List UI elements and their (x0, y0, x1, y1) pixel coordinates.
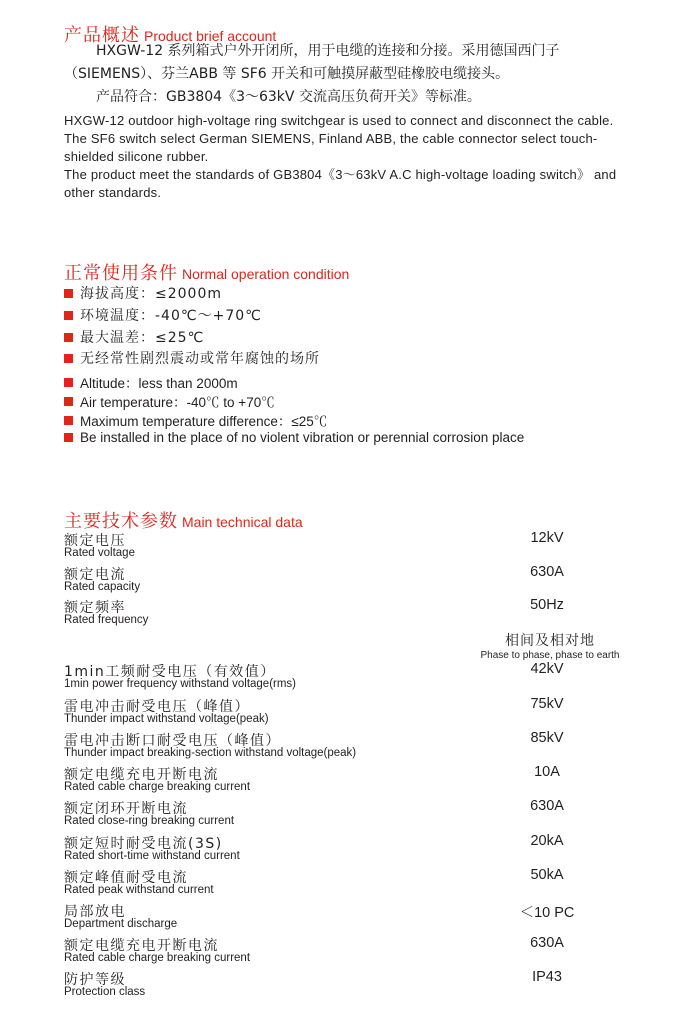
bullet-square-icon (64, 397, 73, 406)
brief-zh-text (64, 40, 624, 109)
title-en: Main technical data (182, 514, 303, 530)
condition-item: 环境温度：-40℃～+70℃ (64, 305, 262, 325)
spec-row (64, 696, 664, 730)
spec-value: 85kV (530, 730, 564, 746)
spec-name-zh: 额定电缆充电开断电流 (64, 767, 219, 783)
spec-name-en: Rated voltage (64, 547, 135, 559)
condition-item: 无经常性剧烈震动或常年腐蚀的场所 (64, 348, 320, 368)
condition-item: Maximum temperature difference：≤25℃ (64, 410, 327, 430)
title-zh: 主要技术参数 (64, 511, 178, 532)
spec-value: 630A (530, 564, 564, 580)
column-header (470, 630, 630, 661)
spec-name-en: Rated frequency (64, 614, 149, 626)
spec-value: 50Hz (530, 597, 564, 613)
spec-name-en: Thunder impact withstand voltage(peak) (64, 713, 269, 725)
spec-value: IP43 (532, 969, 562, 985)
brief-en-text (64, 112, 634, 202)
spec-value: 50kA (530, 867, 564, 883)
spec-name-en: Thunder impact breaking-section withstand voltage(peak) (64, 747, 357, 759)
spec-row (64, 935, 664, 969)
condition-item: Altitude：less than 2000m (64, 372, 238, 392)
spec-name-zh: 额定电压 (64, 533, 126, 549)
brief-zh-para-2: 产品符合：GB3804《3～63kV 交流高压负荷开关》等标准。 (96, 89, 481, 105)
bullet-square-icon (64, 354, 73, 363)
spec-value: 20kA (530, 833, 564, 849)
spec-name-zh: 额定电流 (64, 567, 126, 583)
spec-name-en: Rated peak withstand current (64, 884, 214, 896)
spec-value: 42kV (530, 661, 564, 677)
spec-row (64, 730, 664, 764)
spec-row (64, 798, 664, 832)
bullet-square-icon (64, 416, 73, 425)
condition-item: Air temperature：-40℃ to +70℃ (64, 391, 275, 411)
bullet-square-icon (64, 311, 73, 320)
bullet-square-icon (64, 378, 73, 387)
spec-value: 630A (530, 798, 564, 814)
spec-name-en: 1min power frequency withstand voltage(rms) (64, 678, 297, 690)
spec-name-zh: 额定频率 (64, 600, 126, 616)
bullet-square-icon (64, 289, 73, 298)
spec-row (64, 564, 664, 598)
condition-item: 最大温差：≤25℃ (64, 327, 204, 347)
title-en: Product brief account (144, 28, 277, 44)
section-title-normal-operation (64, 259, 349, 285)
spec-value: 630A (530, 935, 564, 951)
spec-name-en: Department discharge (64, 918, 178, 930)
title-en: Normal operation condition (182, 266, 350, 282)
spec-name-en: Rated capacity (64, 581, 141, 593)
spec-name-zh: 额定电缆充电开断电流 (64, 938, 219, 954)
spec-row (64, 901, 664, 935)
spec-value: 75kV (530, 696, 564, 712)
column-header-en: Phase to phase, phase to earth (480, 650, 620, 661)
spec-row (64, 969, 664, 1003)
spec-name-zh: 雷电冲击断口耐受电压（峰值） (64, 733, 281, 749)
spec-row (64, 833, 664, 867)
title-zh: 正常使用条件 (64, 263, 178, 284)
spec-name-zh: 额定闭环开断电流 (64, 801, 188, 817)
spec-name-zh: 防护等级 (64, 972, 126, 988)
spec-row (64, 597, 664, 631)
spec-name-en: Rated short-time withstand current (64, 850, 240, 862)
spec-name-zh: 额定短时耐受电流(3S) (64, 836, 223, 852)
bullet-square-icon (64, 433, 73, 442)
spec-name-en: Rated close-ring breaking current (64, 815, 235, 827)
spec-name-en: Protection class (64, 986, 146, 998)
spec-name-en: Rated cable charge breaking current (64, 952, 251, 964)
spec-name-en: Rated cable charge breaking current (64, 781, 251, 793)
spec-row (64, 867, 664, 901)
title-zh: 产品概述 (64, 25, 140, 46)
spec-value: 12kV (530, 530, 564, 546)
brief-zh-para-1: HXGW-12 系列箱式户外开闭所，用于电缆的连接和分接。采用德国西门子（SIEMENS）、芬兰ABB 等 SF6 开关和可触摸屏蔽型硅橡胶电缆接头。 (64, 43, 560, 82)
spec-name-zh: 雷电冲击耐受电压（峰值） (64, 699, 250, 715)
spec-name-zh: 额定峰值耐受电流 (64, 870, 188, 886)
spec-row (64, 764, 664, 798)
column-header-zh: 相间及相对地 (505, 633, 595, 649)
spec-value: ＜10 PC (519, 905, 575, 921)
condition-item: 海拔高度：≤2000m (64, 283, 222, 303)
spec-row (64, 661, 664, 695)
brief-en-para-1: HXGW-12 outdoor high-voltage ring switchgear is used to connect and disconnect the cable. The SF6 switch select German SIEMENS, Finland ABB, the cable connector select touch-shielded silicone rubber. (64, 113, 614, 164)
spec-row (64, 530, 664, 564)
spec-name-zh: 局部放电 (64, 904, 126, 920)
brief-en-para-2: The product meet the standards of GB3804《3～63kV A.C high-voltage loading switch》 and other standards. (64, 167, 617, 200)
spec-name-zh: 1min工频耐受电压（有效值） (64, 664, 276, 680)
bullet-square-icon (64, 333, 73, 342)
spec-value: 10A (534, 764, 560, 780)
condition-item: Be installed in the place of no violent vibration or perennial corrosion place (64, 430, 524, 445)
